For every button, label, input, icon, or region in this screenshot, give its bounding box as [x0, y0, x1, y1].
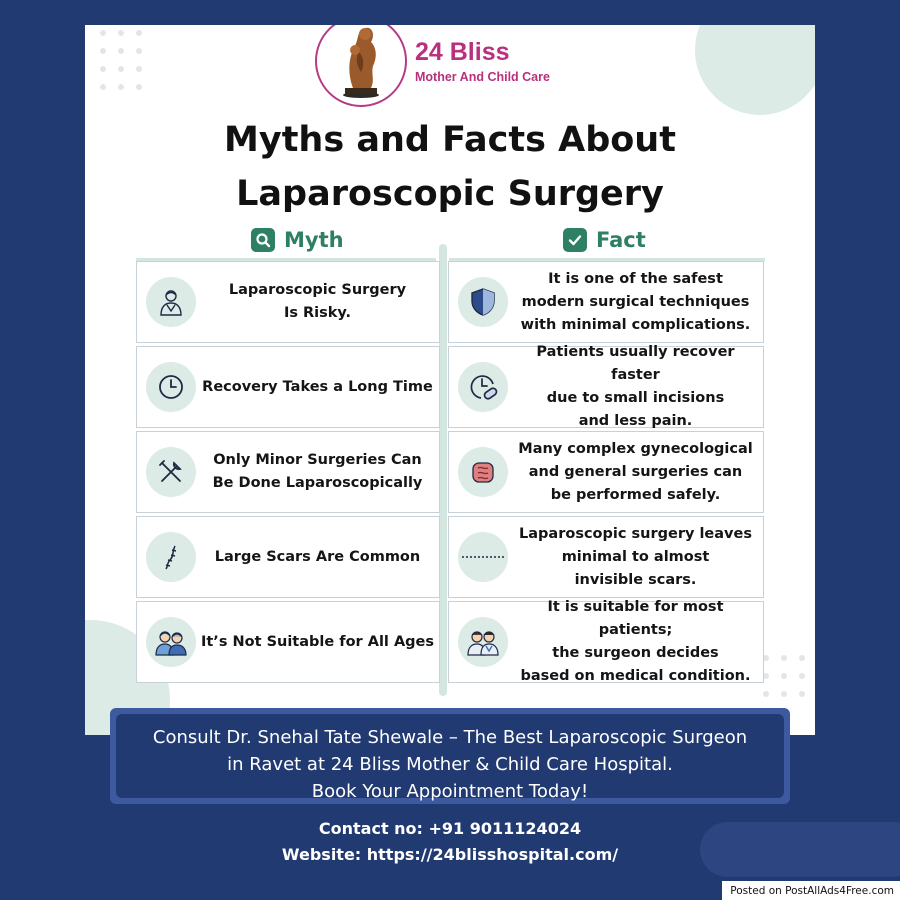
decorative-dots [763, 655, 805, 697]
cta-banner [110, 708, 790, 804]
table-row [136, 601, 764, 683]
myth-text: Large Scars Are Common [214, 548, 421, 565]
myth-cell [136, 431, 440, 513]
contact-website[interactable]: Website: https://24blisshospital.com/ [281, 845, 619, 864]
elderly-couple-icon [146, 617, 196, 667]
table-row [136, 261, 764, 343]
page-title [85, 113, 815, 221]
shield-icon [458, 277, 508, 327]
clock-icon [146, 362, 196, 412]
decorative-dots [100, 30, 142, 90]
title-line-1: Myths and Facts About [224, 120, 676, 160]
title-line-2: Laparoscopic Surgery [236, 174, 664, 214]
myth-label: Myth [284, 228, 344, 252]
tools-icon [146, 447, 196, 497]
scar-icon [146, 532, 196, 582]
table-row [136, 431, 764, 513]
myth-cell [136, 346, 440, 428]
dotted-line-icon [458, 532, 508, 582]
fact-label: Fact [596, 228, 646, 252]
decorative-circle [695, 25, 815, 115]
fact-text: Many complex gynecological and general surgeries can be performed safely. [518, 440, 753, 503]
myth-cell [136, 601, 440, 683]
posted-on-credit[interactable]: Posted on PostAllAds4Free.com [722, 881, 900, 900]
fact-text: It is one of the safest modern surgical techniques with minimal complications. [520, 270, 751, 333]
myth-column-header [251, 228, 344, 252]
table-row [136, 516, 764, 598]
myth-text: It’s Not Suitable for All Ages [200, 633, 435, 650]
mother-child-sculpture-icon [315, 25, 407, 107]
fact-cell [448, 261, 764, 343]
contact-phone: Contact no: +91 9011124024 [318, 819, 582, 838]
fact-cell [448, 346, 764, 428]
surgeon-icon [146, 277, 196, 327]
myth-text: Laparoscopic Surgery Is Risky. [228, 282, 407, 321]
intestine-icon [458, 447, 508, 497]
myth-cell [136, 261, 440, 343]
fact-text: Laparoscopic surgery leaves minimal to almost invisible scars. [519, 525, 752, 588]
fact-cell [448, 516, 764, 598]
fact-cell [448, 431, 764, 513]
doctors-icon [458, 617, 508, 667]
fact-cell [448, 601, 764, 683]
fact-text: Patients usually recover faster due to small incisions and less pain. [536, 344, 735, 429]
checkmark-icon [563, 228, 587, 252]
contact-info [0, 816, 900, 868]
fact-column-header [563, 228, 646, 252]
brand-tagline: Mother And Child Care [415, 70, 550, 84]
brand-name: 24 Bliss [415, 38, 510, 66]
cta-panel [116, 714, 784, 802]
clock-bandage-icon [458, 362, 508, 412]
magnifier-icon [251, 228, 275, 252]
fact-text: It is suitable for most patients; the surgeon decides based on medical condition. [520, 599, 751, 684]
myth-fact-table [136, 261, 764, 686]
myth-cell [136, 516, 440, 598]
infographic-card [85, 25, 815, 735]
cta-text: Consult Dr. Snehal Tate Shewale – The Best Laparoscopic Surgeon in Ravet at 24 Bliss Mother & Child Care Hospital. Book Your Appointment Today! [152, 727, 748, 802]
myth-text: Recovery Takes a Long Time [202, 378, 433, 395]
table-row [136, 346, 764, 428]
myth-text: Only Minor Surgeries Can Be Done Laparoscopically [212, 452, 423, 491]
brand-logo [315, 25, 550, 107]
